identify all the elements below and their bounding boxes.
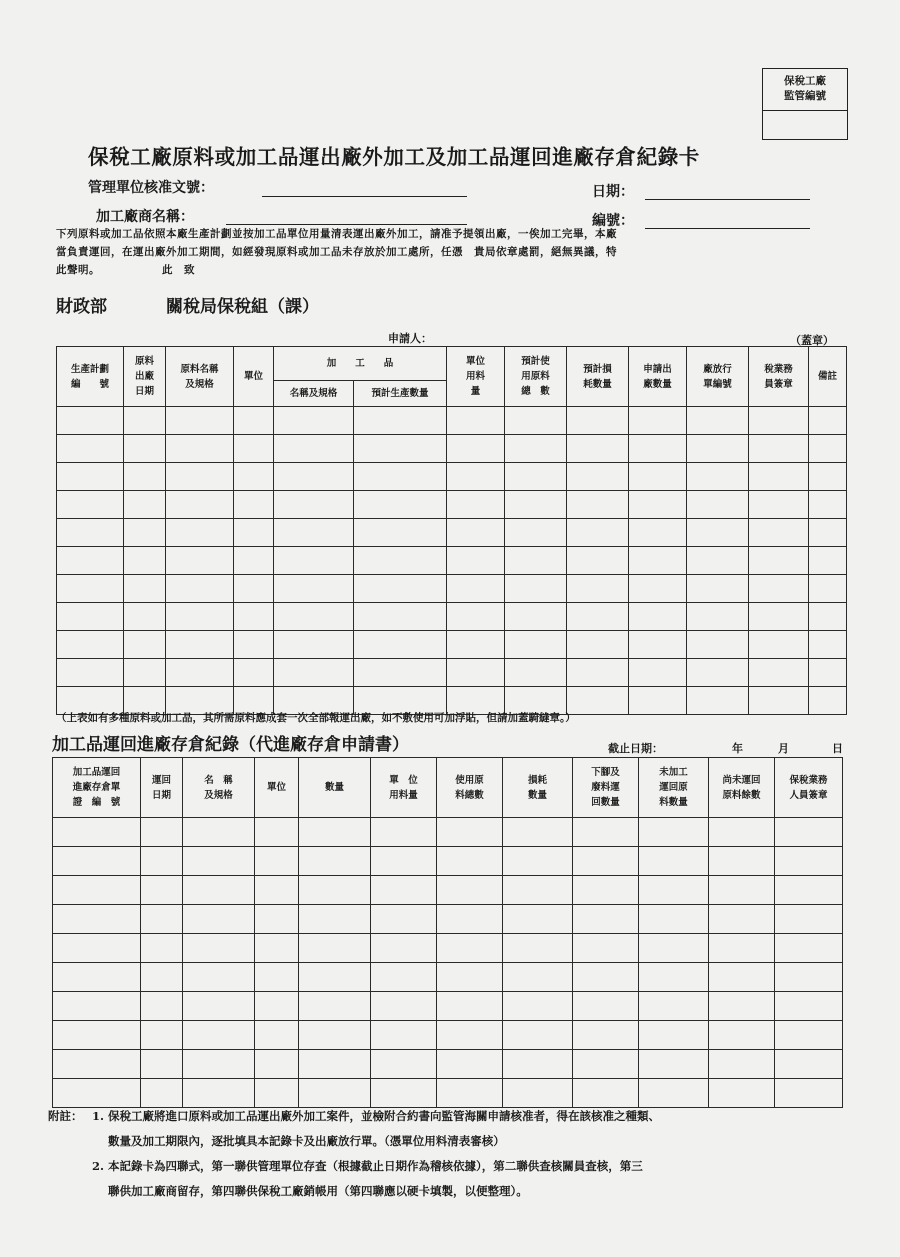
col-release-no: 廠放行 單編號 [687,347,749,407]
bureau-name: 關稅局保稅組（課） [166,297,319,317]
applicant-label: 申請人： [388,332,432,345]
note2-line2: 聯供加工廠商留存，第四聯供保稅工廠銷帳用（第四聯應以硬卡填製，以便整理）。 [108,1184,528,1198]
table-row[interactable] [53,1021,843,1050]
col-officer: 稅業務 員簽章 [749,347,809,407]
cizhi-text: 此 致 [162,264,195,276]
col-est-loss: 預計損 耗數量 [567,347,629,407]
serial-no-label: 編號： [592,213,634,229]
table1-footnote: （上表如有多種原料或加工品，其所需原料應成套一次全部報運出廠，如不敷使用可加浮貼，但請加蓋騎縫章。） [56,712,576,724]
col-proc-qty: 預計生產數量 [354,381,447,407]
date-input-line[interactable] [645,199,810,200]
document-title: 保稅工廠原料或加工品運出廠外加工及加工品運回進廠存倉紀錄卡 [88,145,700,169]
supervision-number-box [762,68,848,140]
col-out-date: 原料 出廠 日期 [124,347,166,407]
table-row[interactable] [53,905,843,934]
table-row[interactable] [57,407,847,435]
note1-line1: 1. 保稅工廠將進口原料或加工品運出廠外加工案件，並檢附合約書向監管海關申請核准者，得在該核准之種類、 [92,1109,661,1123]
return-record-table [52,757,843,1108]
col-scrap: 下腳及 廢料運 回數量 [573,758,639,818]
deadline-month: 月 [778,742,789,755]
table-row[interactable] [57,463,847,491]
deadline-year: 年 [732,742,743,755]
col-remark: 備註 [809,347,847,407]
col-unit-usage: 單位 用料 量 [447,347,505,407]
approval-no-input-line[interactable] [262,196,467,197]
col-qty: 數量 [299,758,371,818]
col-est-total: 預計使 用原料 總 數 [505,347,567,407]
stamp-label-line1: 保稅工廠 [784,75,826,87]
return-record-title: 加工品運回進廠存倉紀錄（代進廠存倉申請書） [52,735,409,755]
note1-line2: 數量及加工期限內，逐批填具本記錄卡及出廠放行單。（憑單位用料清表審核） [108,1134,505,1148]
col-name-spec: 名 稱 及規格 [183,758,255,818]
applicant-seal-note: （蓋章） [790,334,834,347]
col-unit-usage2: 單 位 用料量 [371,758,437,818]
declaration-line2: 當負責運回，在運出廠外加工期間，如經發現原料或加工品未存放於加工處所，任憑 貴局依章處罰，絕無異議，特 [56,246,617,258]
table-row[interactable] [53,992,843,1021]
deadline-day: 日 [832,742,843,755]
col-total-used: 使用原 料總數 [437,758,503,818]
col-req-qty: 申請出 廠數量 [629,347,687,407]
deadline-label: 截止日期： [608,742,663,755]
outbound-record-table [56,346,847,715]
declaration-line1: 下列原料或加工品依照本廠生產計劃並按加工品單位用量清表運出廠外加工，請准予提領出廠，一俟加工完畢，本廠 [56,228,617,240]
table-row[interactable] [57,659,847,687]
notes-prefix: 附註： [48,1109,83,1123]
col-proc-name: 名稱及規格 [274,381,354,407]
stamp-label-line2: 監管編號 [784,90,826,102]
col-remaining: 尚未運回 原料餘數 [709,758,775,818]
ministry-name: 財政部 [56,297,107,317]
table-row[interactable] [57,491,847,519]
table-row[interactable] [57,575,847,603]
table-row[interactable] [57,603,847,631]
col-unit: 單位 [234,347,274,407]
col-loss: 損耗 數量 [503,758,573,818]
table-row[interactable] [53,1050,843,1079]
table-row[interactable] [57,435,847,463]
approval-no-label: 管理單位核准文號： [88,180,214,196]
table-row[interactable] [53,934,843,963]
factory-name-label: 加工廠商名稱： [96,209,194,225]
table-row[interactable] [57,631,847,659]
col-return-ref: 加工品運回 進廠存倉單 證 編 號 [53,758,141,818]
outbound-table-body[interactable] [57,407,847,715]
table-row[interactable] [57,547,847,575]
note2-line1: 2. 本記錄卡為四聯式，第一聯供管理單位存查（根據截止日期作為稽核依據），第二聯供查核關員查核，第三 [92,1159,643,1173]
col-unprocessed: 未加工 運回原 料數量 [639,758,709,818]
date-label: 日期： [592,184,634,200]
table-row[interactable] [53,1079,843,1108]
col-material: 原料名稱 及規格 [166,347,234,407]
col-plan-no: 生產計劃 編 號 [57,347,124,407]
table-row[interactable] [53,847,843,876]
supervision-number-label [763,69,847,111]
table-row[interactable] [53,876,843,905]
declaration-line3: 此聲明。 此 致 [56,264,195,276]
col-return-date: 運回 日期 [141,758,183,818]
col-processed-goods: 加 工 品 [274,347,447,381]
declaration-text [56,225,848,279]
table-row[interactable] [53,818,843,847]
table-row[interactable] [53,963,843,992]
col-unit2: 單位 [255,758,299,818]
table-row[interactable] [57,519,847,547]
return-table-body[interactable] [53,818,843,1108]
col-officer2: 保稅業務 人員簽章 [775,758,843,818]
